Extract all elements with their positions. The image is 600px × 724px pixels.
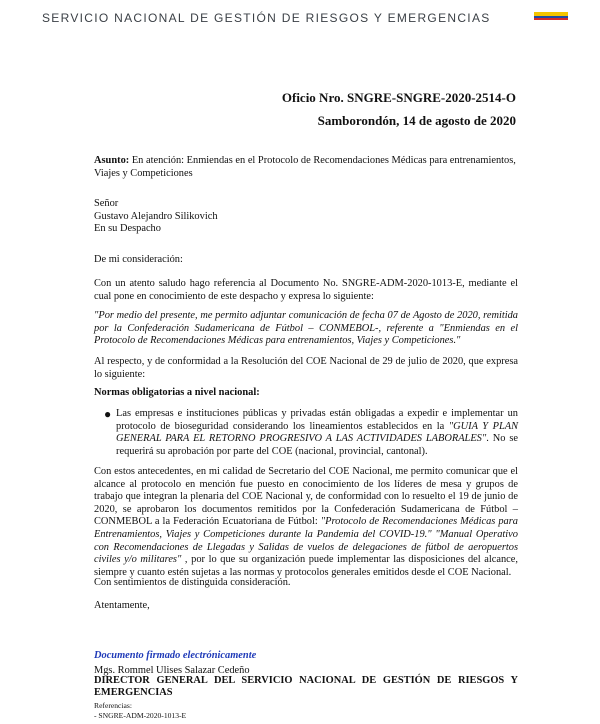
recipient-name: Gustavo Alejandro Silikovich bbox=[94, 210, 218, 222]
bullet-text bbox=[116, 408, 518, 458]
asunto-label: Asunto: bbox=[94, 155, 130, 166]
asunto bbox=[94, 155, 518, 180]
letterhead bbox=[22, 8, 582, 32]
paragraph-3-part2: , por lo que su organización puede implementar las disposiciones del alcance, siempre y cuanto estén sujetas a las normas y protocolos generales emitidos desde el COE Nacional. bbox=[94, 554, 518, 578]
references-label: Referencias: bbox=[94, 701, 132, 710]
recipient-block bbox=[94, 198, 518, 236]
electronic-signature-label: Documento firmado electrónicamente bbox=[94, 650, 257, 661]
paragraph-3 bbox=[94, 466, 518, 579]
quote-paragraph: "Por medio del presente, me permito adjuntar comunicación de fecha 07 de Agosto de 2020, remitida por la Confederación Sudamericana de Fútbol – CONMEBOL-, referente a "Enmiendas en el Protocolo de Recomendaciones Médicas para entrenamientos, Viajes y Competiciones." bbox=[94, 310, 518, 347]
bullet-text-part3: . No se requerirá su aprobación por parte del COE (nacional, provincial, cantonal). bbox=[116, 433, 518, 457]
asunto-text: En atención: Enmiendas en el Protocolo de Recomendaciones Médicas para entrenamientos, Viajes y Competiciones bbox=[94, 155, 516, 179]
normas-bullet bbox=[94, 408, 518, 458]
place-date: Samborondón, 14 de agosto de 2020 bbox=[317, 113, 516, 128]
oficio-number: Oficio Nro. SNGRE-SNGRE-2020-2514-O bbox=[281, 90, 516, 105]
atentamente: Atentamente, bbox=[94, 600, 150, 611]
recipient-salutation: Señor bbox=[94, 198, 119, 209]
recipient-location: En su Despacho bbox=[94, 223, 161, 235]
greeting: De mi consideración: bbox=[94, 254, 183, 265]
closing: Con sentimientos de distinguida consideración. bbox=[94, 577, 291, 588]
signer-title: DIRECTOR GENERAL DEL SERVICIO NACIONAL DE GESTIÓN DE RIESGOS Y EMERGENCIAS bbox=[94, 675, 518, 698]
ecuador-flag-icon bbox=[534, 12, 568, 20]
institution-name: SERVICIO NACIONAL DE GESTIÓN DE RIESGOS Y EMERGENCIAS bbox=[42, 11, 491, 25]
reference-item: - SNGRE-ADM-2020-1013-E bbox=[94, 711, 187, 720]
normas-heading: Normas obligatorias a nivel nacional: bbox=[94, 387, 260, 398]
paragraph-1: Con un atento saludo hago referencia al Documento No. SNGRE-ADM-2020-1013-E, mediante el cual pone en conocimiento de este despacho y expresa lo siguiente: bbox=[94, 278, 518, 302]
bullet-text-italic: "GUIA Y PLAN GENERAL PARA EL RETORNO PROGRESIVO A LAS ACTIVIDADES LABORALES" bbox=[116, 420, 518, 445]
paragraph-3-italic1: "Protocolo de Recomendaciones Médicas para Entrenamientos, Viajes y Competiciones durante la Pandemia del COVID-19." bbox=[94, 516, 518, 540]
paragraph-2: Al respecto, y de conformidad a la Resolución del COE Nacional de 29 de julio de 2020, que expresa lo siguiente: bbox=[94, 356, 518, 380]
signer-name: Mgs. Rommel Ulises Salazar Cedeño bbox=[94, 665, 250, 676]
paragraph-3-part1: Con estos antecedentes, en mi calidad de Secretario del COE Nacional, me permito comunicar que el alcance al protocolo en mención fue puesto en conocimiento de los líderes de mesa y grupos de trabajo que integran la plenaria del COE Nacional y, de conformidad con lo resuelto el 19 de junio de 2020, se aprobaron los documentos remitidos por la Confederación Sudamericana de Fútbol – CONMEBOL a la Federación Ecuatoriana de Fútbol: bbox=[94, 466, 518, 528]
bullet-text-part1: Las empresas e instituciones públicas y privadas están obligadas a expedir e implementar un protocolo de bioseguridad considerando los lineamientos establecidos en la bbox=[116, 408, 518, 432]
bullet-icon: ● bbox=[104, 407, 112, 421]
paragraph-3-italic2: "Manual Operativo con Recomendaciones de Llegadas y Salidas de vuelos de delegaciones de fútbol de aeropuertos civiles y/o militares" bbox=[94, 528, 518, 566]
